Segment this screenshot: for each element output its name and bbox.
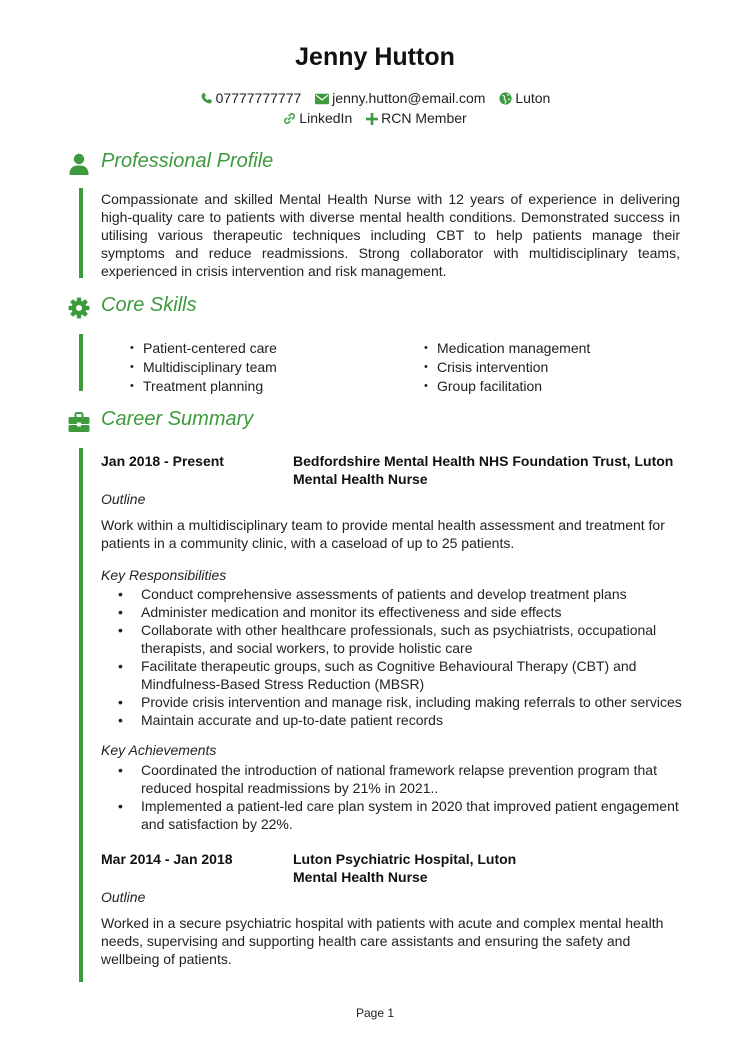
list-item: • Implemented a patient-led care plan system in 2020 that improved patient engagement and satisfaction by 22%.: [101, 797, 681, 833]
gear-icon: [68, 297, 90, 319]
career-section-title: Career Summary: [101, 408, 254, 430]
job-outline: Work within a multidisciplinary team to provide mental health assessment and treatment for patients in a community clinic, with a caseload of up to 25 patients.: [101, 517, 665, 551]
list-item: • Maintain accurate and up-to-date patient records: [101, 711, 691, 729]
contact-row-primary: [0, 90, 750, 106]
skill-item: • Patient-centered care: [130, 339, 277, 358]
achievements-list: [101, 761, 681, 833]
job-role: Mental Health Nurse: [293, 471, 428, 487]
link-icon: [283, 112, 296, 125]
career-section-header: [68, 408, 308, 436]
list-item: • Provide crisis intervention and manage risk, including making referrals to other services: [101, 693, 691, 711]
job-employer: Bedfordshire Mental Health NHS Foundation Trust, Luton: [293, 453, 674, 469]
location-contact: [499, 90, 550, 106]
email-contact[interactable]: [315, 90, 485, 106]
email-text: jenny.hutton@email.com: [332, 90, 486, 106]
linkedin-text: LinkedIn: [299, 110, 353, 126]
linkedin-link[interactable]: [283, 110, 352, 126]
envelope-icon: [315, 93, 329, 105]
globe-icon: [499, 92, 512, 105]
location-text: Luton: [515, 90, 551, 106]
phone-text: 07777777777: [215, 90, 302, 106]
career-accent-bar: [79, 448, 83, 982]
skill-item: • Multidisciplinary team: [130, 358, 277, 377]
job-employer: Luton Psychiatric Hospital, Luton: [293, 851, 517, 867]
phone-icon: [200, 92, 213, 105]
skill-item: • Medication management: [424, 339, 590, 358]
membership-item: [366, 110, 467, 126]
candidate-name: Jenny Hutton: [295, 43, 455, 71]
responsibilities-list: [101, 585, 691, 729]
profile-section-title: Professional Profile: [101, 150, 274, 172]
contact-row-secondary: [0, 110, 750, 126]
skill-item: • Crisis intervention: [424, 358, 590, 377]
outline-label: Outline: [101, 491, 146, 507]
plus-icon: [366, 113, 378, 125]
achievements-label: Key Achievements: [101, 742, 217, 758]
job-employer-block: [293, 452, 673, 488]
briefcase-icon: [68, 411, 90, 433]
skill-item: • Treatment planning: [130, 377, 277, 396]
membership-text: RCN Member: [381, 110, 467, 126]
job-dates: Mar 2014 - Jan 2018: [101, 851, 233, 867]
profile-section-header: [68, 150, 328, 178]
list-item: • Collaborate with other healthcare professionals, such as psychiatrists, occupational therapists, and social workers, to provide holistic care: [101, 621, 691, 657]
job-role: Mental Health Nurse: [293, 869, 428, 885]
skill-item: • Group facilitation: [424, 377, 590, 396]
profile-accent-bar: [79, 188, 83, 278]
page-number: Page 1: [355, 1006, 395, 1020]
job-employer-block: [293, 850, 516, 886]
list-item: • Conduct comprehensive assessments of patients and develop treatment plans: [101, 585, 691, 603]
profile-summary: Compassionate and skilled Mental Health Nurse with 12 years of experience in delivering high-quality care to patients with diverse mental health conditions. Demonstrated success in utilising various therapeutic techniques including CBT to help patients manage their symptoms and reduce readmissions. Strong collaborator with multidisciplinary teams, experienced in crisis intervention and risk management.: [101, 191, 680, 279]
list-item: • Coordinated the introduction of national framework relapse prevention program that reduced hospital readmissions by 21% in 2021..: [101, 761, 681, 797]
skills-accent-bar: [79, 334, 83, 391]
job-outline: Worked in a secure psychiatric hospital with patients with acute and complex mental health needs, supervising and supporting health care assistants and ensuring the safety and wellbeing of patients.: [101, 915, 664, 967]
skills-section-title: Core Skills: [101, 294, 197, 316]
user-icon: [68, 153, 90, 175]
responsibilities-label: Key Responsibilities: [101, 567, 227, 583]
skills-list-right: [424, 339, 590, 396]
list-item: • Administer medication and monitor its effectiveness and side effects: [101, 603, 691, 621]
outline-label: Outline: [101, 889, 146, 905]
job-dates: Jan 2018 - Present: [101, 453, 224, 469]
phone-contact[interactable]: [200, 90, 302, 106]
skills-list-left: [130, 339, 277, 396]
skills-section-header: [68, 294, 268, 322]
list-item: • Facilitate therapeutic groups, such as Cognitive Behavioural Therapy (CBT) and Mindfulness-Based Stress Reduction (MBSR): [101, 657, 691, 693]
